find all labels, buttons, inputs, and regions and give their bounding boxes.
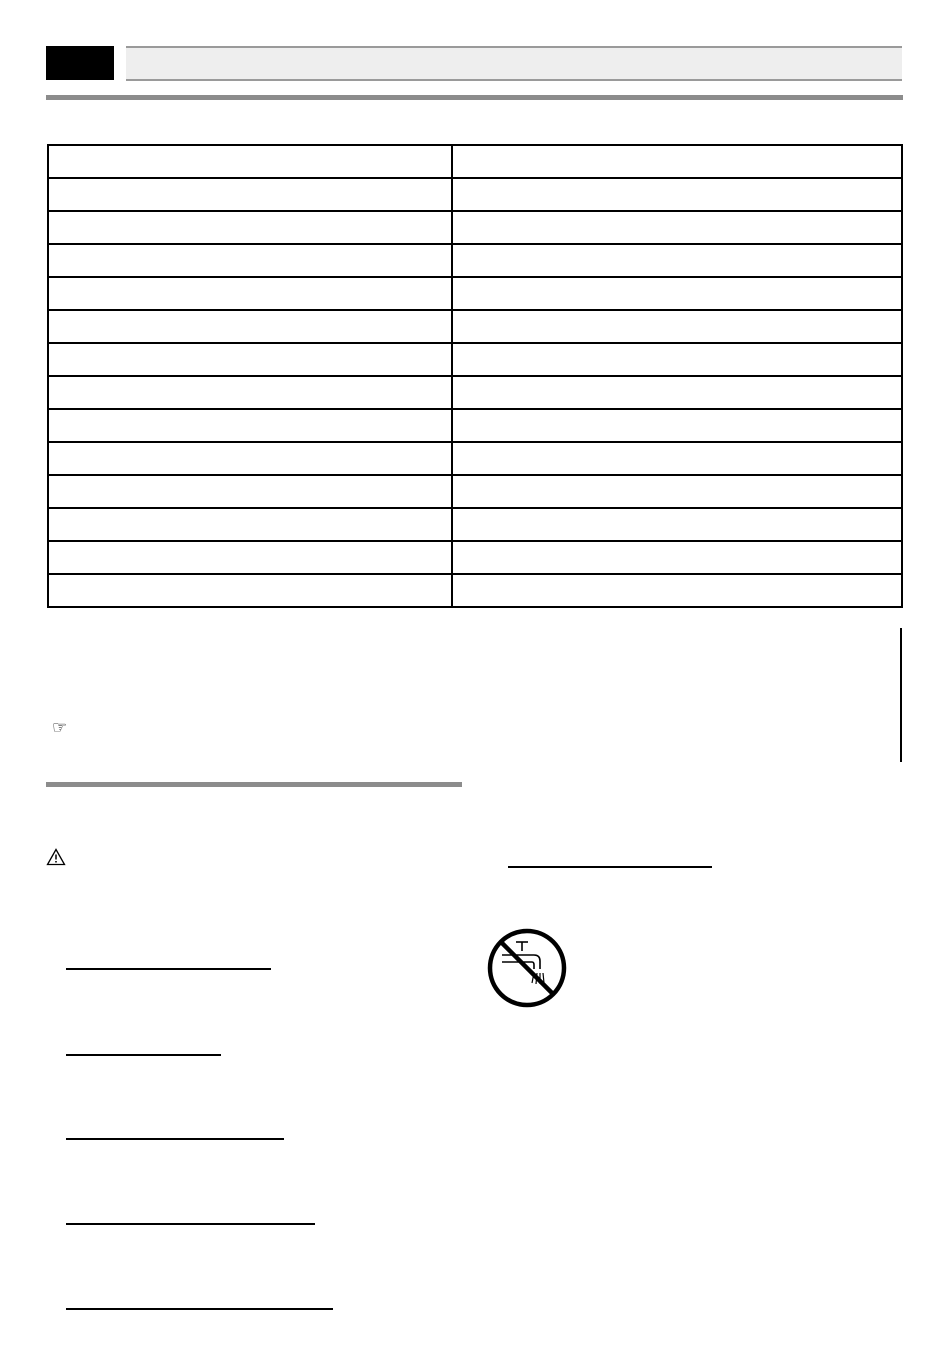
table-cell [452, 508, 902, 541]
table-cell [452, 376, 902, 409]
chapter-number-box [46, 46, 114, 80]
table-cell [452, 211, 902, 244]
subheading-underline [508, 866, 712, 868]
spec-table [47, 144, 903, 608]
table-row [48, 211, 902, 244]
subheading-underline [66, 1223, 315, 1225]
table-cell [452, 244, 902, 277]
table-row [48, 508, 902, 541]
table-row [48, 409, 902, 442]
table-row [48, 178, 902, 211]
table-cell [48, 277, 452, 310]
table-cell [452, 475, 902, 508]
header-divider [46, 95, 903, 100]
table-cell [48, 211, 452, 244]
table-row [48, 442, 902, 475]
table-row [48, 475, 902, 508]
table-cell [452, 409, 902, 442]
table-cell [48, 541, 452, 574]
table-cell [452, 310, 902, 343]
table-cell [48, 574, 452, 607]
table-header-cell [452, 145, 902, 178]
margin-rule [900, 628, 902, 762]
table-cell [48, 310, 452, 343]
subheading-underline [66, 1308, 333, 1310]
subheading-underline [66, 968, 271, 970]
table-cell [48, 376, 452, 409]
table-cell [48, 343, 452, 376]
section-divider [46, 782, 462, 787]
table-cell [48, 508, 452, 541]
table-cell [452, 343, 902, 376]
subheading-underline [66, 1138, 284, 1140]
no-water-tap-icon [486, 927, 568, 1009]
table-cell [48, 475, 452, 508]
table-row [48, 277, 902, 310]
table-row [48, 574, 902, 607]
table-row [48, 376, 902, 409]
table-row [48, 343, 902, 376]
warning-triangle-icon [46, 848, 66, 866]
table-cell [452, 574, 902, 607]
pointing-hand-icon: ☞ [52, 718, 68, 737]
table-cell [452, 178, 902, 211]
table-cell [452, 277, 902, 310]
table-row [48, 310, 902, 343]
table-cell [48, 409, 452, 442]
table-cell [48, 178, 452, 211]
subheading-underline [66, 1054, 221, 1056]
chapter-title-bar [126, 46, 902, 81]
table-cell [452, 442, 902, 475]
table-row [48, 541, 902, 574]
table-cell [48, 244, 452, 277]
table-header-row [48, 145, 902, 178]
table-cell [48, 442, 452, 475]
table-cell [452, 541, 902, 574]
table-row [48, 244, 902, 277]
table-header-cell [48, 145, 452, 178]
